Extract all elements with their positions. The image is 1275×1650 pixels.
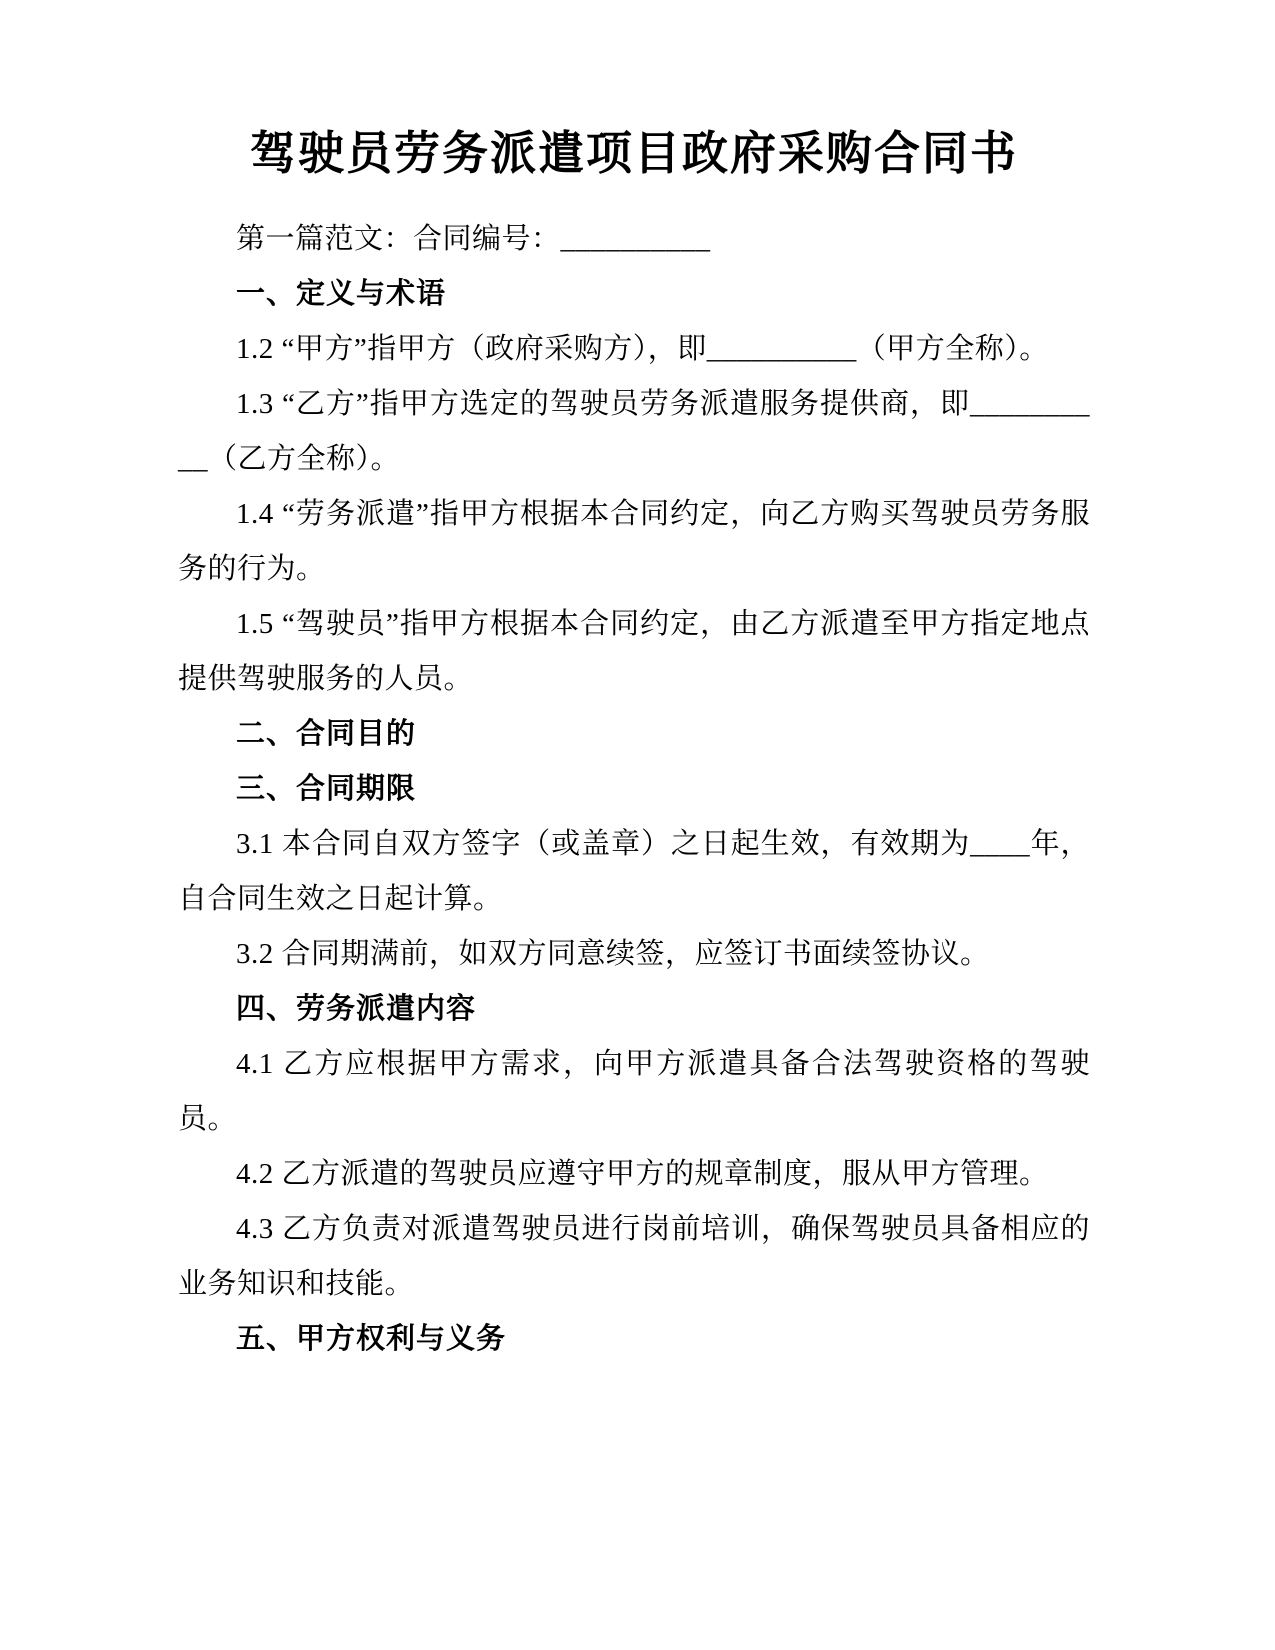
clause-4-2-rules-compliance: 4.2 乙方派遣的驾驶员应遵守甲方的规章制度，服从甲方管理。 (236, 1158, 1049, 1190)
contract-number-line: 第一篇范文：合同编号：__________ (236, 223, 711, 255)
clause-1-5-driver: 1.5 “驾驶员”指甲方根据本合同约定，由乙方派遣至甲方指定地点提供驾驶服务的人员。 (178, 608, 1090, 695)
section-heading-dispatch-content: 四、劳务派遣内容 (236, 993, 477, 1025)
section-heading-party-a-rights: 五、甲方权利与义务 (236, 1323, 507, 1355)
clause-3-1-effective-date: 3.1 本合同自双方签字（或盖章）之日起生效，有效期为____年，自合同生效之日起计算。 (178, 828, 1090, 915)
section-heading-contract-term: 三、合同期限 (236, 773, 417, 805)
clause-1-2-party-a: 1.2 “甲方”指甲方（政府采购方），即__________（甲方全称）。 (236, 333, 1049, 365)
section-heading-contract-purpose: 二、合同目的 (236, 718, 417, 750)
clause-1-3-party-b: 1.3 “乙方”指甲方选定的驾驶员劳务派遣服务提供商，即__________（乙方全称）。 (178, 388, 1090, 475)
clause-1-4-labor-dispatch: 1.4 “劳务派遣”指甲方根据本合同约定，向乙方购买驾驶员劳务服务的行为。 (178, 498, 1090, 585)
section-heading-definitions: 一、定义与术语 (236, 278, 447, 310)
clause-4-1-driver-qualification: 4.1 乙方应根据甲方需求，向甲方派遣具备合法驾驶资格的驾驶员。 (178, 1048, 1090, 1135)
page-title: 驾驶员劳务派遣项目政府采购合同书 (250, 128, 1018, 179)
clause-3-2-renewal: 3.2 合同期满前，如双方同意续签，应签订书面续签协议。 (236, 938, 990, 970)
clause-4-3-training: 4.3 乙方负责对派遣驾驶员进行岗前培训，确保驾驶员具备相应的业务知识和技能。 (178, 1213, 1090, 1300)
